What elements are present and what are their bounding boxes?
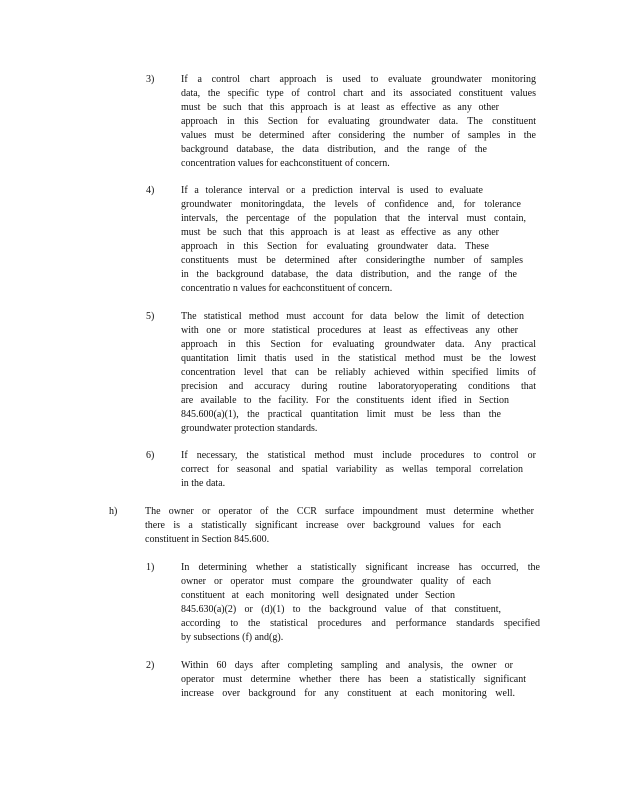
text-line: Within 60 days after completing sampling and analysis, the owner or [181,660,513,671]
text-line: If a tolerance interval or a prediction interval is used to evaluate [181,185,483,196]
text-line: If a control chart approach is used to evaluate groundwater monitoring [181,74,536,85]
text-line: operator must determine whether there has been a statistically significant [181,674,526,685]
text-line: are available to the facility. For the constituents ident ified in Section [181,395,509,406]
item-number: 4) [146,185,155,196]
text-line: concentration level that can be reliably achieved within specified limits of [181,367,536,378]
item-number: 6) [146,450,155,461]
item-text [145,505,540,547]
text-line: constituent at each monitoring well designated under Section [181,590,455,601]
text-line: In determining whether a statistically significant increase has occurred, the [181,562,540,573]
text-line: approach in this Section for evaluating groundwater data. These [181,241,489,252]
item-text [181,310,536,436]
text-line: correct for seasonal and spatial variability as wellas temporal correlation [181,464,523,475]
text-line: increase over background for any constituent at each monitoring well. [181,688,515,699]
item-number: h) [109,506,118,517]
text-line: 845.630(a)(2) or (d)(1) to the background value of that constituent, [181,604,501,615]
item-text [181,561,540,645]
item-number: 2) [146,660,155,671]
text-line: must be such that this approach is at least as effective as any other [181,102,499,113]
text-line: precision and accuracy during routine laboratoryoperating conditions that [181,381,536,392]
text-line: The statistical method must account for data below the limit of detection [181,311,524,322]
text-line: 845.600(a)(1), the practical quantitation limit must be less than the [181,409,501,420]
text-line: approach in this Section for evaluating groundwater data. The constituent [181,116,536,127]
text-line: approach in this Section for evaluating groundwater data. Any practical [181,339,536,350]
item-number: 5) [146,311,155,322]
text-line: quantitation limit thatis used in the statistical method must be the lowest [181,353,536,364]
text-line: groundwater protection standards. [181,423,318,434]
text-line: concentration values for eachconstituent of concern. [181,158,390,169]
item-text [181,73,536,171]
text-line: intervals, the percentage of the population that the interval must contain, [181,213,526,224]
item-number: 1) [146,562,155,573]
text-line: according to the statistical procedures and performance standards specified [181,618,540,629]
text-line: constituent in Section 845.600. [145,534,270,545]
text-line: concentratio n values for eachconstituent of concern. [181,283,393,294]
text-line: If necessary, the statistical method must include procedures to control or [181,450,536,461]
text-line: The owner or operator of the CCR surface impoundment must determine whether [145,506,534,517]
text-line: data, the specific type of control chart and its associated constituent values [181,88,536,99]
item-text [181,449,536,491]
text-line: in the data. [181,478,226,489]
text-line: constituents must be determined after consideringthe number of samples [181,255,523,266]
text-line: there is a statistically significant increase over background values for each [145,520,501,531]
text-line: groundwater monitoringdata, the levels of confidence and, for tolerance [181,199,521,210]
item-text [181,184,536,296]
text-line: with one or more statistical procedures at least as effectiveas any other [181,325,518,336]
text-line: by subsections (f) and(g). [181,632,284,643]
item-number: 3) [146,74,155,85]
text-line: in the background database, the data distribution, and the range of the [181,269,517,280]
text-line: must be such that this approach is at least as effective as any other [181,227,499,238]
text-line: values must be determined after considering the number of samples in the [181,130,536,141]
text-line: background database, the data distribution, and the range of the [181,144,487,155]
text-line: owner or operator must compare the groundwater quality of each [181,576,491,587]
item-text [181,659,536,701]
